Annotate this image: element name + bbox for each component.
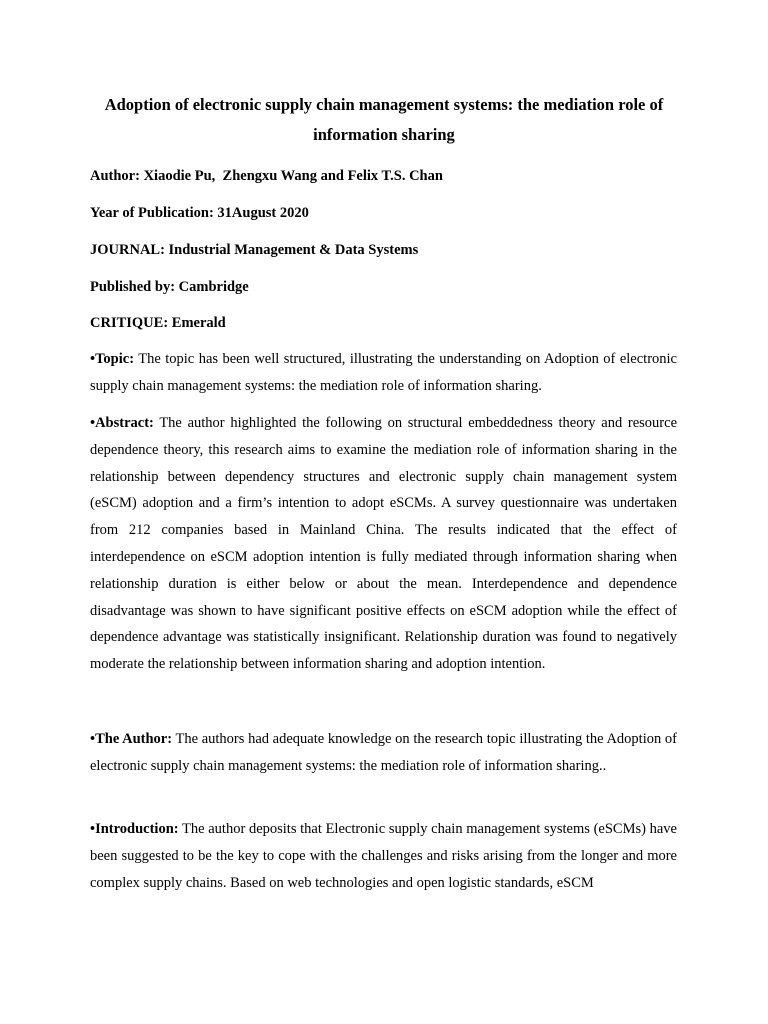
topic-text: The topic has been well structured, illustrating the understanding on Adoption of electronic supply chain management systems: the mediation role of information sharing. — [90, 351, 677, 394]
author-section-label: The Author: — [95, 731, 173, 747]
publication-year-line: Year of Publication: 31August 2020 — [90, 205, 309, 221]
bullet-marker: • — [90, 821, 96, 837]
introduction-label: Introduction: — [95, 821, 179, 837]
critique-line: CRITIQUE: Emerald — [90, 315, 226, 331]
topic-label: Topic: — [95, 351, 135, 367]
abstract-text: The author highlighted the following on structural embeddedness theory and resource dependence theory, this research aims to examine the mediation role of information sharing in the relationship between dependency structures and electronic supply chain management system (eSCM) adoption and a firm’s intention to adopt eSCMs. A survey questionnaire was undertaken from 212 companies based in Mainland China. The results indicated that the effect of interdependence on eSCM adoption intention is fully mediated through information sharing when relationship duration is either below or about the mean. Interdependence and dependence disadvantage was shown to have significant positive effects on eSCM adoption while the effect of dependence advantage was statistically insignificant. Relationship duration was found to negatively moderate the relationship between information sharing and adoption intention. — [90, 415, 677, 673]
author-paragraph — [90, 726, 677, 780]
abstract-paragraph — [90, 410, 677, 678]
bullet-marker: • — [90, 731, 96, 747]
author-section-text: The authors had adequate knowledge on the research topic illustrating the Adoption of electronic supply chain management systems: the mediation role of information sharing.. — [90, 731, 677, 774]
introduction-paragraph — [90, 816, 677, 896]
document-title: Adoption of electronic supply chain management systems: the mediation role of information sharing — [104, 95, 664, 144]
introduction-text: The author deposits that Electronic supply chain management systems (eSCMs) have been suggested to be the key to cope with the challenges and risks arising from the longer and more complex supply chains. Based on web technologies and open logistic standards, eSCM — [90, 821, 677, 891]
publisher-line: Published by: Cambridge — [90, 279, 249, 295]
bullet-marker: • — [90, 351, 96, 367]
abstract-label: Abstract: — [95, 415, 154, 431]
author-line: Author: Xiaodie Pu, Zhengxu Wang and Felix T.S. Chan — [90, 168, 443, 184]
journal-line: JOURNAL: Industrial Management & Data Systems — [90, 242, 419, 258]
topic-paragraph — [90, 346, 677, 400]
bullet-marker: • — [90, 415, 96, 431]
